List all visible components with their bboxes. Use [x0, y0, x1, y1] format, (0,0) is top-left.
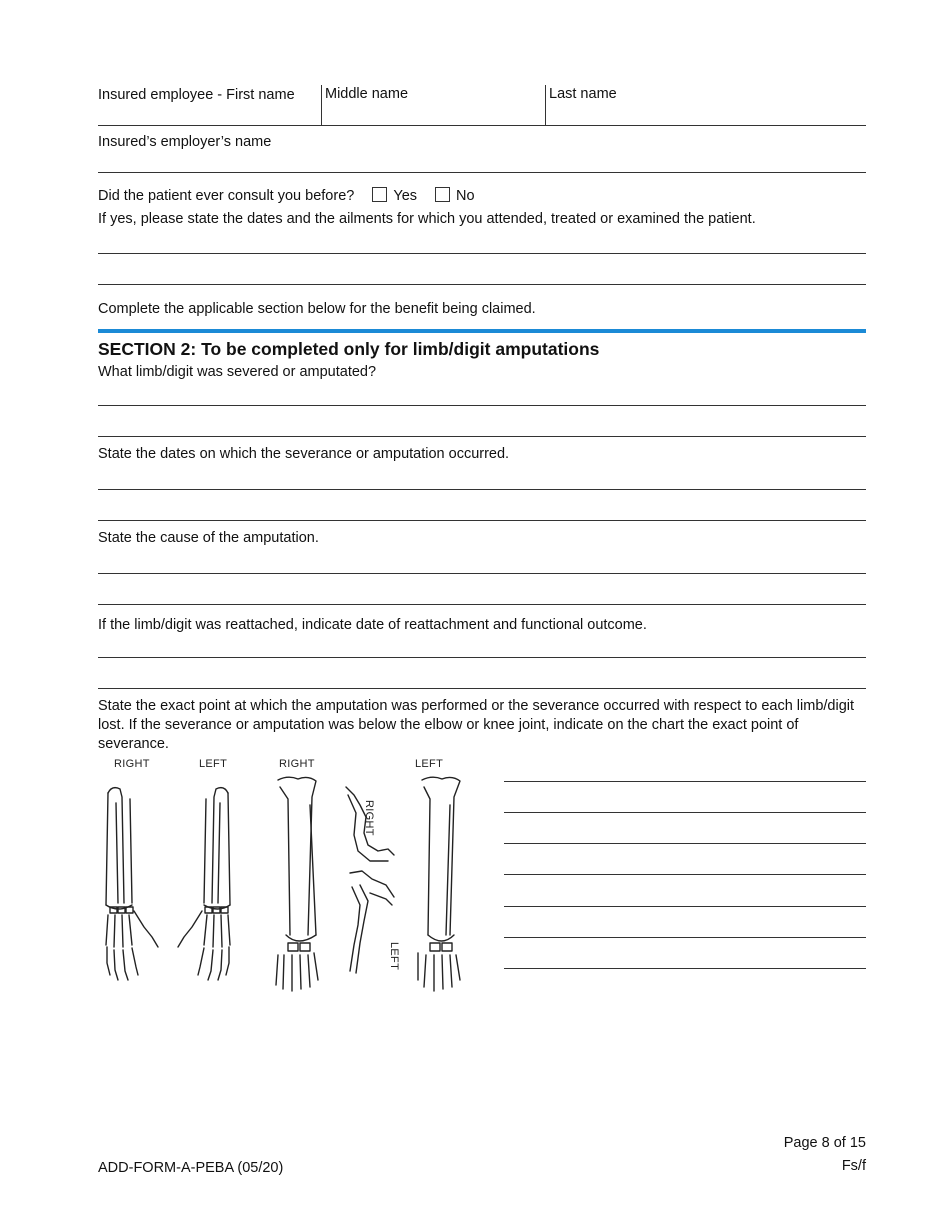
consult-answer-line[interactable] — [98, 253, 866, 254]
field-divider — [545, 85, 546, 125]
page-number: Page 8 of 15 — [783, 1135, 866, 1151]
cause-answer-line[interactable] — [98, 604, 866, 605]
leg-right-label: RIGHT — [279, 758, 315, 770]
amputation-chart-illustration[interactable] — [98, 775, 470, 1000]
dates-answer-line[interactable] — [98, 489, 866, 490]
last-name-label: Last name — [549, 86, 617, 102]
limb-answer-line[interactable] — [98, 405, 866, 406]
section-divider — [98, 329, 866, 333]
consult-question — [98, 187, 475, 205]
employer-name-label: Insured’s employer’s name — [98, 134, 272, 150]
exact-point-question: State the exact point at which the amputation was performed or the severance occurred with respect to each limb/digit lost. If the severance or amputation was below the elbow or knee joint, indicate on the chart the exact point of severance. — [98, 698, 855, 752]
form-code: Fs/f — [841, 1158, 866, 1174]
reattached-question: If the limb/digit was reattached, indicate date of reattachment and functional outcome. — [98, 617, 647, 633]
name-fields-line[interactable] — [98, 125, 866, 126]
foot-left-label: LEFT — [388, 942, 400, 971]
middle-name-label: Middle name — [325, 86, 409, 102]
point-answer-line[interactable] — [504, 781, 866, 782]
consult-answer-line[interactable] — [98, 284, 866, 285]
foot-right-label: RIGHT — [363, 800, 375, 836]
feet-skeleton — [346, 787, 394, 973]
first-name-label: Insured employee - First name — [98, 87, 295, 103]
right-arm-skeleton — [106, 788, 158, 980]
left-arm-skeleton — [178, 788, 230, 980]
consult-question-text: Did the patient ever consult you before? — [98, 188, 355, 204]
reattached-answer-line[interactable] — [98, 657, 866, 658]
consult-instruction: If yes, please state the dates and the ailments for which you attended, treated or examined the patient. — [98, 211, 756, 227]
right-leg-skeleton — [276, 777, 318, 991]
dates-answer-line[interactable] — [98, 520, 866, 521]
cause-question: State the cause of the amputation. — [98, 530, 319, 546]
section2-title: SECTION 2: To be completed only for limb/digit amputations — [98, 339, 600, 359]
applicable-note: Complete the applicable section below for the benefit being claimed. — [98, 301, 536, 317]
dates-question: State the dates on which the severance or amputation occurred. — [98, 446, 510, 462]
field-divider — [321, 85, 322, 125]
cause-answer-line[interactable] — [98, 573, 866, 574]
employer-name-line[interactable] — [98, 172, 866, 173]
leg-left-label: LEFT — [415, 758, 444, 770]
limb-question: What limb/digit was severed or amputated? — [98, 364, 377, 380]
point-answer-line[interactable] — [504, 937, 866, 938]
point-answer-line[interactable] — [504, 843, 866, 844]
form-id: ADD-FORM-A-PEBA (05/20) — [98, 1160, 284, 1176]
arm-right-label: RIGHT — [114, 758, 150, 770]
limb-answer-line[interactable] — [98, 436, 866, 437]
arm-left-label: LEFT — [199, 758, 228, 770]
reattached-answer-line[interactable] — [98, 688, 866, 689]
point-answer-line[interactable] — [504, 906, 866, 907]
point-answer-line[interactable] — [504, 812, 866, 813]
yes-checkbox[interactable] — [372, 187, 387, 202]
point-answer-line[interactable] — [504, 874, 866, 875]
point-answer-line[interactable] — [504, 968, 866, 969]
left-leg-skeleton — [418, 777, 460, 991]
no-label: No — [456, 188, 475, 204]
no-checkbox[interactable] — [435, 187, 450, 202]
yes-label: Yes — [393, 188, 418, 204]
